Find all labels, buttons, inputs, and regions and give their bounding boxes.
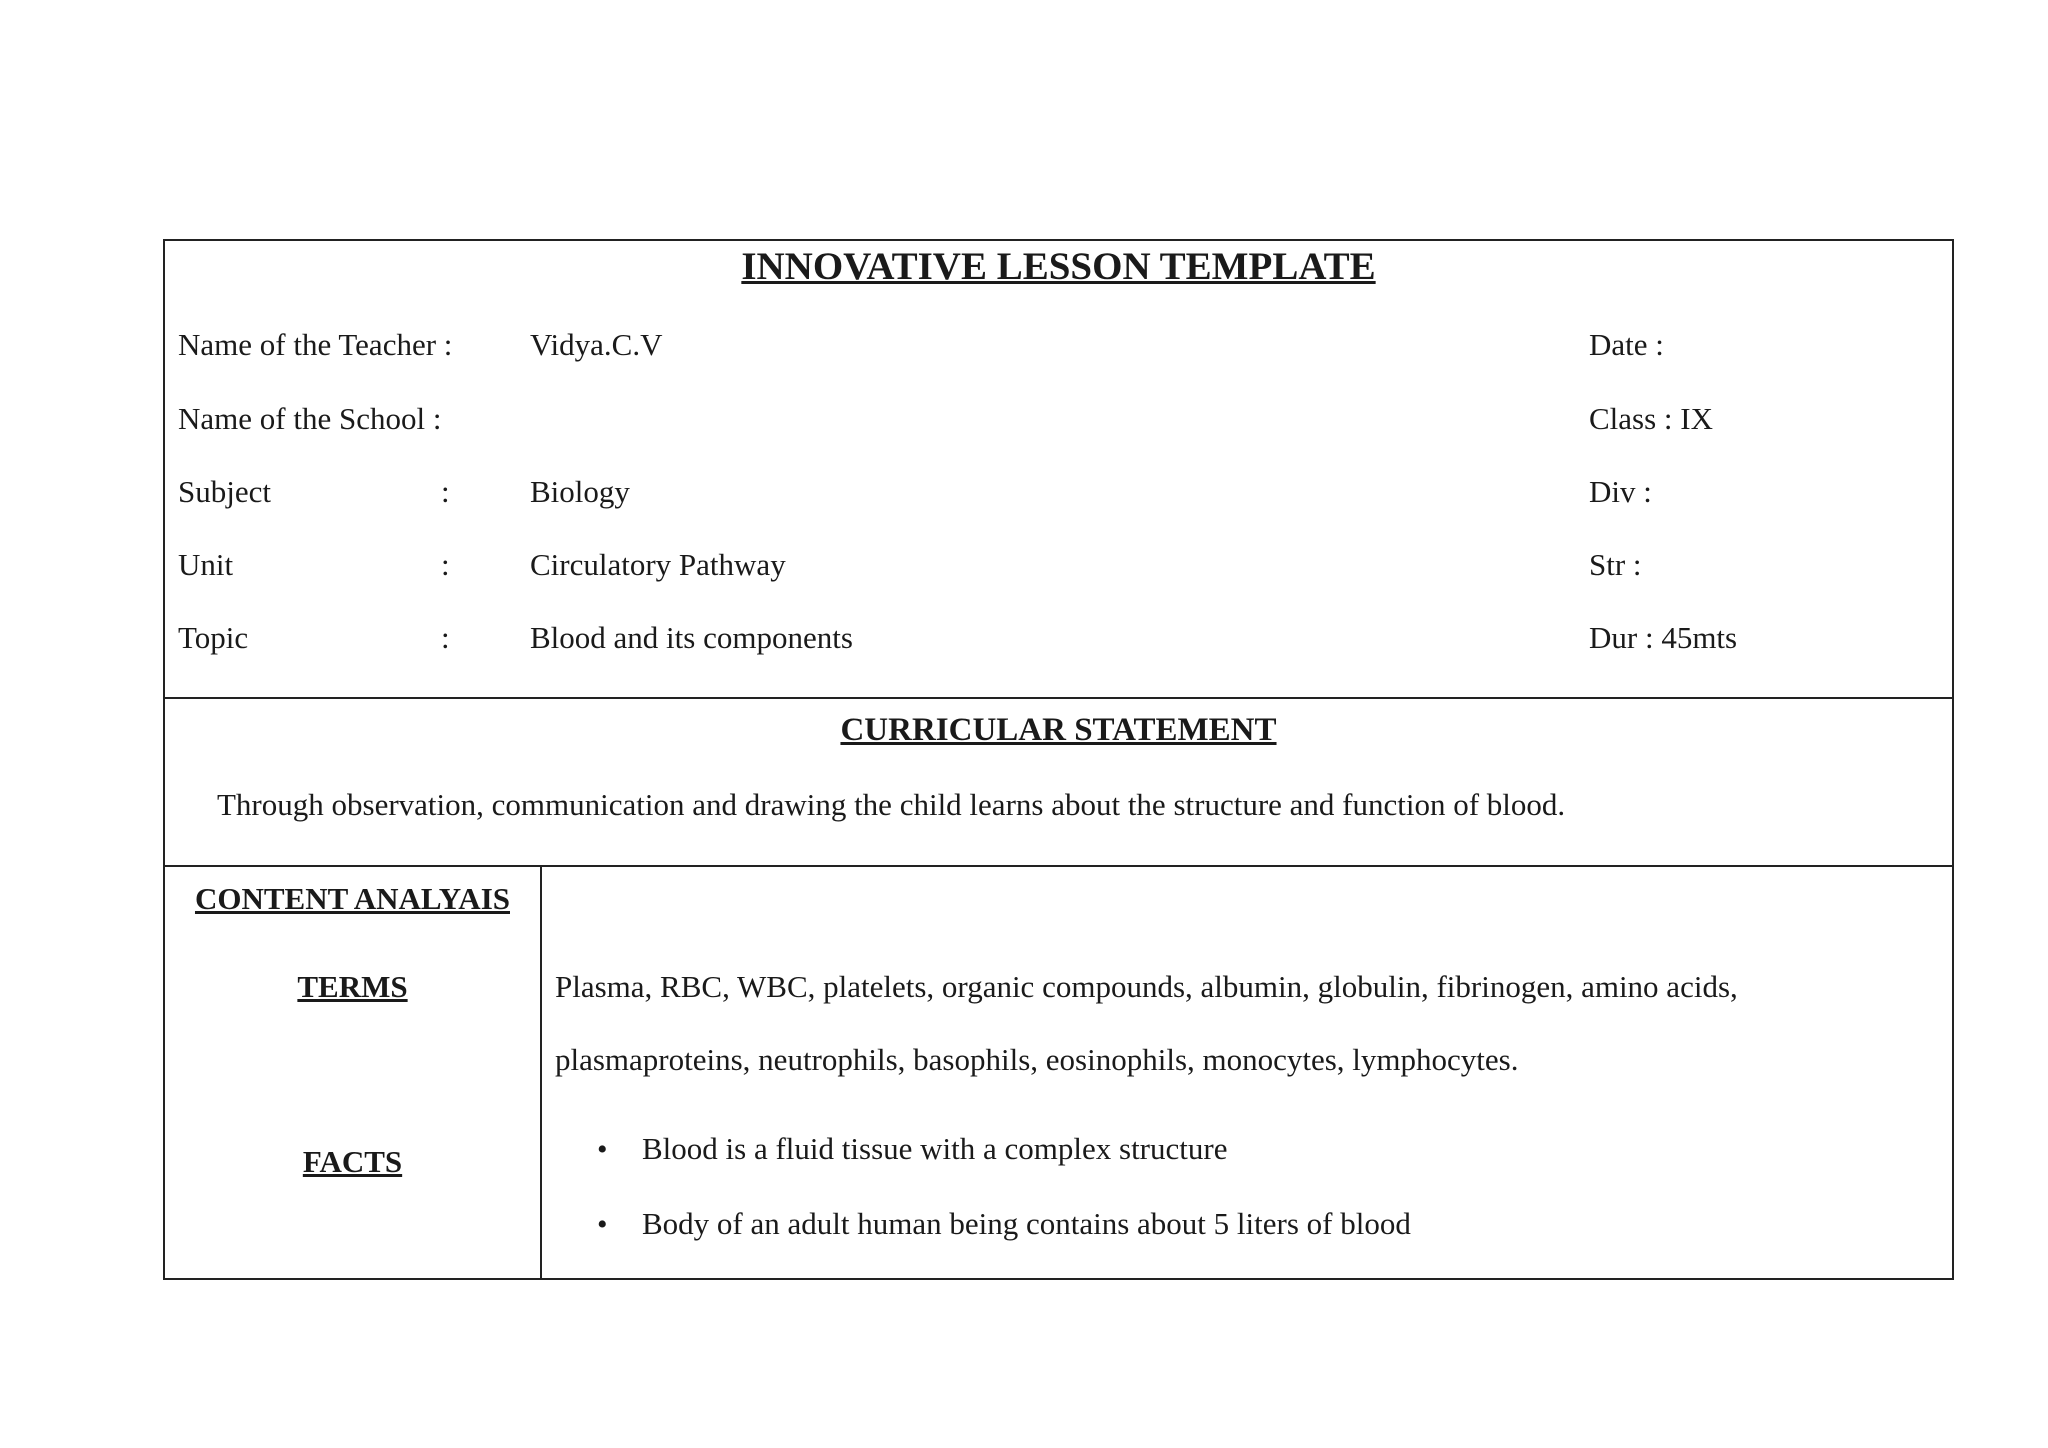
info-row-school bbox=[165, 399, 1952, 439]
facts-heading: FACTS bbox=[302, 1144, 403, 1179]
content-headings-column bbox=[165, 867, 542, 1278]
fact-text: Body of an adult human being contains about 5 liters of blood bbox=[642, 1206, 1411, 1241]
content-analysis-section bbox=[165, 867, 1952, 1278]
school-label: Name of the School : bbox=[178, 401, 442, 436]
fact-text: Blood is a fluid tissue with a complex structure bbox=[642, 1131, 1228, 1166]
info-row-subject bbox=[165, 472, 1952, 512]
info-row-teacher bbox=[165, 325, 1952, 365]
curricular-statement: Through observation, communication and drawing the child learns about the structure and function of blood. bbox=[217, 787, 1566, 822]
teacher-label: Name of the Teacher : bbox=[178, 327, 453, 362]
info-row-unit bbox=[165, 545, 1952, 585]
content-details-column bbox=[542, 867, 1952, 1278]
terms-line-1: Plasma, RBC, WBC, platelets, organic compounds, albumin, globulin, fibrinogen, amino acids, bbox=[555, 969, 1738, 1004]
class-field: Class : IX bbox=[1589, 401, 1713, 436]
unit-colon: : bbox=[441, 547, 450, 582]
topic-colon: : bbox=[441, 620, 450, 655]
fact-item bbox=[597, 1204, 1411, 1245]
terms-line-2: plasmaproteins, neutrophils, basophils, eosinophils, monocytes, lymphocytes. bbox=[555, 1042, 1519, 1077]
unit-label: Unit bbox=[178, 547, 234, 582]
document-title: INNOVATIVE LESSON TEMPLATE bbox=[741, 245, 1376, 288]
duration-field: Dur : 45mts bbox=[1589, 620, 1738, 655]
terms-heading: TERMS bbox=[297, 969, 408, 1004]
div-field: Div : bbox=[1589, 474, 1652, 509]
bullet-icon: • bbox=[597, 1208, 608, 1241]
curricular-heading: CURRICULAR STATEMENT bbox=[840, 712, 1277, 748]
strength-field: Str : bbox=[1589, 547, 1642, 582]
teacher-value: Vidya.C.V bbox=[530, 327, 663, 362]
subject-colon: : bbox=[441, 474, 450, 509]
topic-label: Topic bbox=[178, 620, 249, 655]
topic-value: Blood and its components bbox=[530, 620, 853, 655]
content-analysis-heading: CONTENT ANALYAIS bbox=[194, 881, 510, 916]
date-field: Date : bbox=[1589, 327, 1664, 362]
bullet-icon: • bbox=[597, 1133, 608, 1166]
lesson-template-table bbox=[163, 239, 1954, 1280]
fact-item bbox=[597, 1129, 1227, 1170]
subject-value: Biology bbox=[530, 474, 630, 509]
curricular-section bbox=[165, 699, 1952, 867]
unit-value: Circulatory Pathway bbox=[530, 547, 786, 582]
subject-label: Subject bbox=[178, 474, 271, 509]
info-row-topic bbox=[165, 618, 1952, 658]
header-section bbox=[165, 241, 1952, 699]
